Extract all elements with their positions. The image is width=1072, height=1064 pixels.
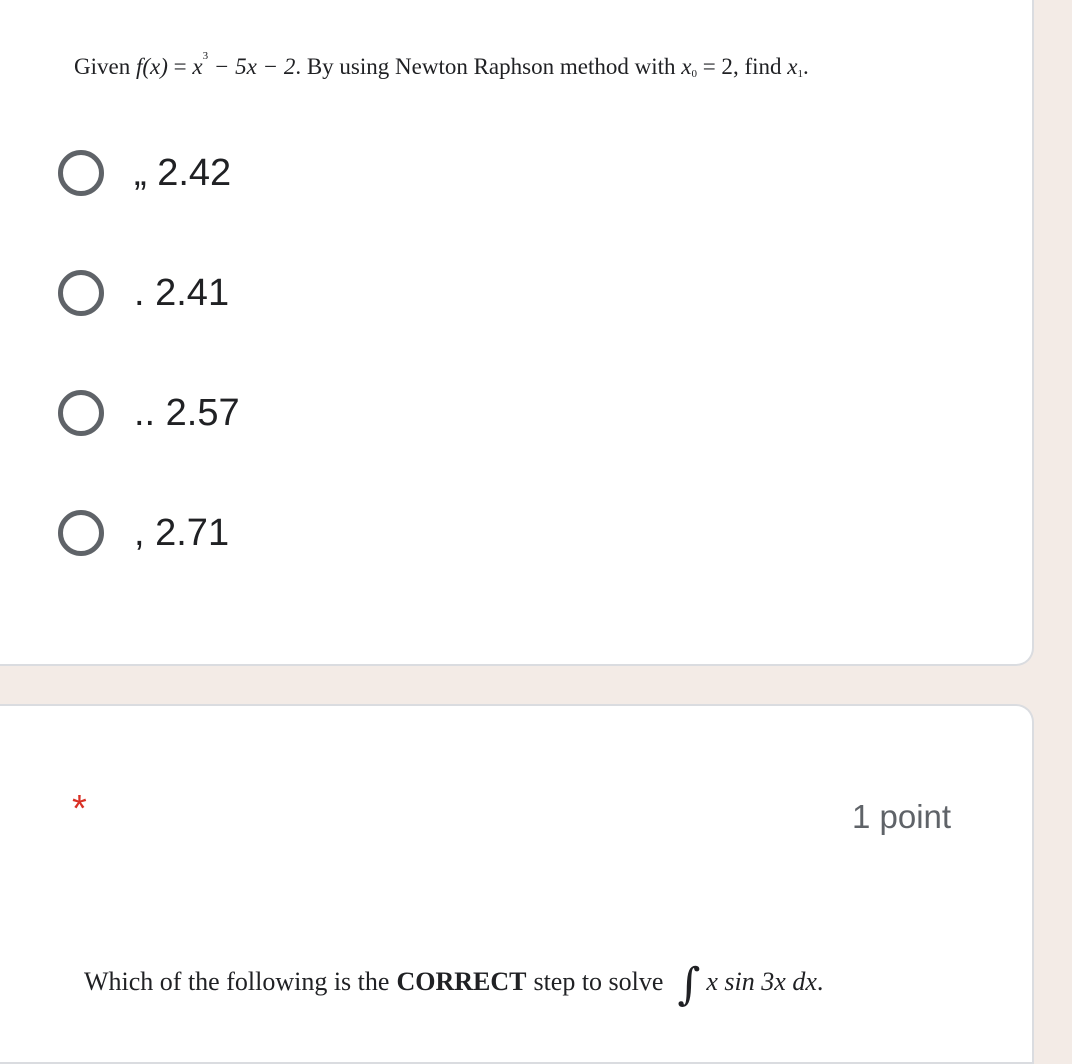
- required-asterisk-icon: *: [72, 788, 87, 830]
- answer-option-4[interactable]: [58, 510, 229, 556]
- radio-button-icon[interactable]: [58, 510, 104, 556]
- question-2-end: .: [816, 967, 824, 996]
- radio-button-icon[interactable]: [58, 150, 104, 196]
- question-1-x0-value: = 2: [696, 54, 733, 79]
- question-2-text-before: Which of the following is the: [84, 967, 390, 996]
- option-label: , 2.71: [134, 511, 230, 554]
- question-1-equals: =: [167, 54, 193, 79]
- question-1-find: , find: [732, 54, 782, 79]
- question-1-text: [74, 50, 809, 80]
- answer-option-3[interactable]: [58, 390, 240, 436]
- question-card-2: [0, 704, 1034, 1064]
- question-2-integrand: x sin 3x dx: [706, 967, 817, 996]
- question-1-function-rest: − 5x − 2: [208, 54, 296, 79]
- radio-button-icon[interactable]: [58, 270, 104, 316]
- radio-button-icon[interactable]: [58, 390, 104, 436]
- option-label: . 2.41: [134, 271, 230, 314]
- question-1-x: x: [192, 54, 203, 79]
- question-1-prefix: Given: [74, 54, 131, 79]
- question-1-x1: x: [787, 54, 798, 79]
- answer-option-1[interactable]: [58, 150, 231, 196]
- answer-option-2[interactable]: [58, 270, 229, 316]
- question-1-x0-sub: 0: [691, 68, 697, 80]
- question-2-text-after: step to solve: [533, 967, 664, 996]
- question-1-end: .: [802, 54, 809, 79]
- points-label: 1 point: [852, 798, 952, 835]
- question-2-bold-word: CORRECT: [396, 967, 527, 996]
- option-label: „ 2.42: [134, 151, 232, 194]
- integral-symbol-icon: ∫: [677, 959, 701, 1010]
- question-1-function: f(x): [135, 54, 168, 79]
- question-1-middle: . By using Newton Raphson method with: [295, 54, 676, 79]
- question-1-x1-sub: 1: [797, 68, 803, 80]
- question-1-x0: x: [681, 54, 692, 79]
- question-1-exponent: 3: [202, 50, 209, 62]
- question-2-text: [84, 959, 824, 1010]
- option-label: .. 2.57: [134, 391, 240, 434]
